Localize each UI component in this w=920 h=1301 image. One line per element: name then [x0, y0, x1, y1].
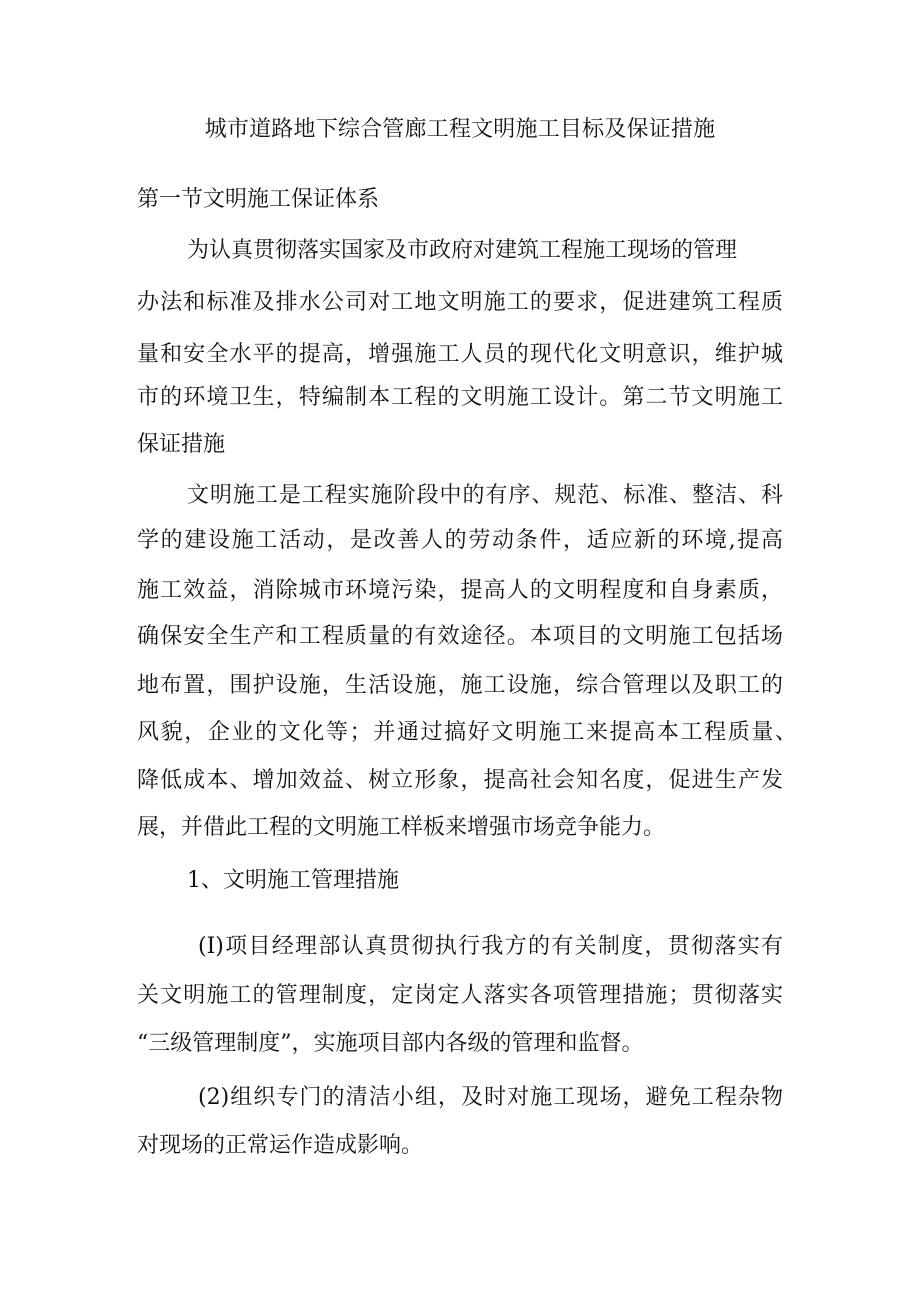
paragraph-line: 市的环境卫生，特编制本工程的文明施工设计。第二节文明施工	[137, 385, 783, 410]
paragraph-line: “三级管理制度”，实施项目部内各级的管理和监督。	[137, 1031, 644, 1056]
paragraph-line: 展，并借此工程的文明施工样板来增强市场竞争能力。	[137, 815, 666, 840]
paragraph-line: 地布置，围护设施，生活设施，施工设施，综合管理以及职工的	[137, 673, 783, 698]
paragraph-line: 风貌，企业的文化等；并通过搞好文明施工来提高本工程质量、	[137, 720, 797, 745]
paragraph-line: 保证措施	[137, 432, 226, 457]
paragraph-line: 降低成本、增加效益、树立形象，提高社会知名度，促进生产发	[137, 768, 783, 793]
document-title: 城市道路地下综合管廊工程文明施工目标及保证措施	[204, 117, 716, 142]
paragraph-line: 关文明施工的管理制度，定岗定人落实各项管理措施；贯彻落实	[137, 983, 783, 1008]
paragraph-line: 量和安全水平的提高，增强施工人员的现代化文明意识，维护城	[137, 342, 783, 367]
paragraph-line: 施工效益，消除城市环境污染，提高人的文明程度和自身素质，	[137, 578, 783, 603]
paragraph-line: 为认真贯彻落实国家及市政府对建筑工程施工现场的管理	[187, 238, 738, 263]
paragraph-line: 办法和标准及排水公司对工地文明施工的要求，促进建筑工程质	[137, 290, 783, 315]
section-heading: 第一节文明施工保证体系	[137, 187, 380, 212]
paragraph-line: 对现场的正常运作造成影响。	[137, 1133, 424, 1158]
paragraph-line: 文明施工是工程实施阶段中的有序、规范、标准、整洁、科	[187, 483, 783, 508]
paragraph-line: (2)组织专门的清洁小组，及时对施工现场，避免工程杂物	[198, 1085, 783, 1110]
paragraph-line: (I)项目经理部认真贯彻执行我方的有关制度，贯彻落实有	[198, 934, 783, 959]
paragraph-line: 确保安全生产和工程质量的有效途径。本项目的文明施工包括场	[137, 624, 783, 649]
item-heading: 1、文明施工管理措施	[187, 868, 399, 893]
paragraph-line: 学的建设施工活动，是改善人的劳动条件，适应新的环境,提高	[137, 528, 783, 553]
